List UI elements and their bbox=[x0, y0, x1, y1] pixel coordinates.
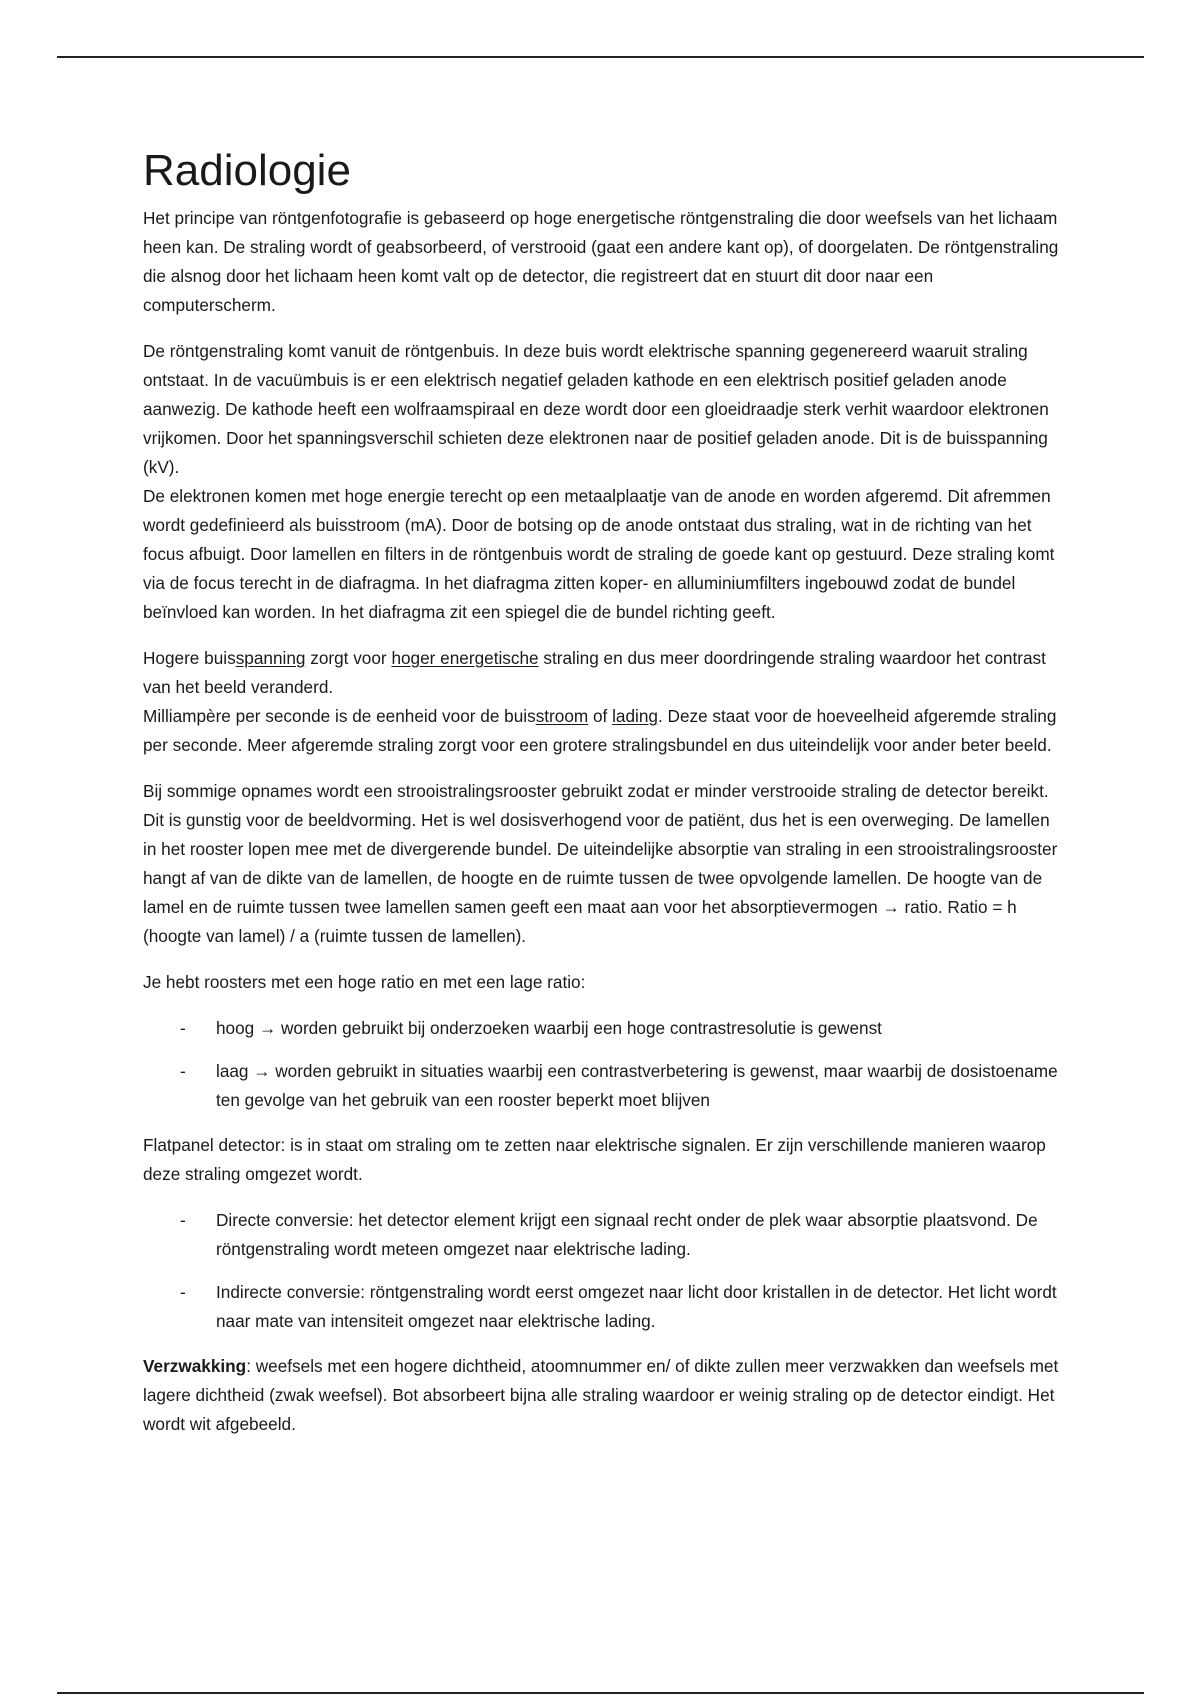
document-body bbox=[143, 148, 1063, 1456]
list-ratio bbox=[143, 1014, 1063, 1115]
paragraph-roosters: Je hebt roosters met een hoge ratio en met een lage ratio: bbox=[143, 972, 586, 993]
paragraph-verzwakking: Verzwakking: weefsels met een hogere dichtheid, atoomnummer en/ of dikte zullen meer verzwakken dan weefsels met lagere dichtheid (zwak weefsel). Bot absorbeert bijna alle straling waardoor er weinig straling op de detector eindigt. Het wordt wit afgebeeld. bbox=[143, 1356, 1059, 1435]
paragraph-rontgenbuis: De röntgenstraling komt vanuit de röntgenbuis. In deze buis wordt elektrische spanning gegenereerd waaruit straling ontstaat. In de vacuümbuis is er een elektrisch negatief geladen kathode en een elektrisch positief geladen anode aanwezig. De kathode heeft een wolfraamspiraal en deze wordt door een gloeidraadje sterk verhit waardoor elektronen vrijkomen. Door het spanningsverschil schieten deze elektronen naar de positief geladen anode. Dit is de buisspanning (kV). bbox=[143, 341, 1049, 478]
header-rule bbox=[57, 56, 1144, 58]
paragraph-flatpanel: Flatpanel detector: is in staat om straling om te zetten naar elektrische signalen. Er zijn verschillende manieren waarop deze straling omgezet wordt. bbox=[143, 1135, 1046, 1185]
paragraph-elektronen: De elektronen komen met hoge energie terecht op een metaalplaatje van de anode en worden afgeremd. Dit afremmen wordt gedefinieerd als buisstroom (mA). Door de botsing op de anode ontstaat dus straling, wat in de richting van het focus afbuigt. Door lamellen en filters in de röntgenbuis wordt de straling de goede kant op gestuurd. Deze straling komt via de focus terecht in de diafragma. In het diafragma zitten koper- en alluminiumfilters ingebouwd zodat de bundel beïnvloed kan worden. In het diafragma zit een spiegel die de bundel richting geeft. bbox=[143, 486, 1055, 623]
underlined-term: spanning bbox=[235, 648, 306, 669]
dash-bullet: - bbox=[180, 1210, 186, 1231]
paragraph-milliampere: Milliampère per seconde is de eenheid voor de buisstroom of lading. Deze staat voor de hoeveelheid afgeremde straling per seconde. Meer afgeremde straling zorgt voor een grotere stralingsbundel en dus uiteindelijk voor ander beter beeld. bbox=[143, 706, 1057, 756]
dash-bullet: - bbox=[180, 1282, 186, 1303]
underlined-term: lading bbox=[612, 706, 658, 727]
list-item: - Directe conversie: het detector element krijgt een signaal recht onder de plek waar absorptie plaatsvond. De röntgenstraling wordt meteen omgezet naar elektrische lading. bbox=[143, 1206, 1063, 1264]
list-item: - Indirecte conversie: röntgenstraling wordt eerst omgezet naar licht door kristallen in de detector. Het licht wordt naar mate van intensiteit omgezet naar elektrische lading. bbox=[143, 1278, 1063, 1336]
list-item: - laag → worden gebruikt in situaties waarbij een contrastverbetering is gewenst, maar waarbij de dosistoename ten gevolge van het gebruik van een rooster beperkt moet blijven bbox=[143, 1057, 1063, 1115]
list-item: - hoog → worden gebruikt bij onderzoeken waarbij een hoge contrastresolutie is gewenst bbox=[143, 1014, 1063, 1043]
footer-rule bbox=[57, 1692, 1144, 1694]
bold-term: Verzwakking bbox=[143, 1356, 247, 1377]
list-conversie bbox=[143, 1206, 1063, 1336]
dash-bullet: - bbox=[180, 1061, 186, 1082]
paragraph-strooistralingsrooster: Bij sommige opnames wordt een strooistralingsrooster gebruikt zodat er minder verstrooide straling de detector bereikt. Dit is gunstig voor de beeldvorming. Het is wel dosisverhogend voor de patiënt, dus het is een overweging. De lamellen in het rooster lopen mee met de divergerende bundel. De uiteindelijke absorptie van straling in een strooistralingsrooster hangt af van de dikte van de lamellen, de hoogte en de ruimte tussen de twee opvolgende lamellen. De hoogte van de lamel en de ruimte tussen twee lamellen samen geeft een maat aan voor het absorptievermogen → ratio. Ratio = h (hoogte van lamel) / a (ruimte tussen de lamellen). bbox=[143, 781, 1058, 947]
underlined-term: stroom bbox=[535, 706, 589, 727]
paragraph-principe: Het principe van röntgenfotografie is gebaseerd op hoge energetische röntgenstraling die door weefsels van het lichaam heen kan. De straling wordt of geabsorbeerd, of verstrooid (gaat een andere kant op), of doorgelaten. De röntgenstraling die alsnog door het lichaam heen komt valt op de detector, die registreert dat en stuurt dit door naar een computerscherm. bbox=[143, 208, 1059, 316]
dash-bullet: - bbox=[180, 1018, 186, 1039]
paragraph-buisspanning: Hogere buisspanning zorgt voor hoger energetische straling en dus meer doordringende straling waardoor het contrast van het beeld veranderd. bbox=[143, 648, 1046, 698]
underlined-term: hoger energetische bbox=[391, 648, 539, 669]
page-title: Radiologie bbox=[143, 146, 351, 195]
